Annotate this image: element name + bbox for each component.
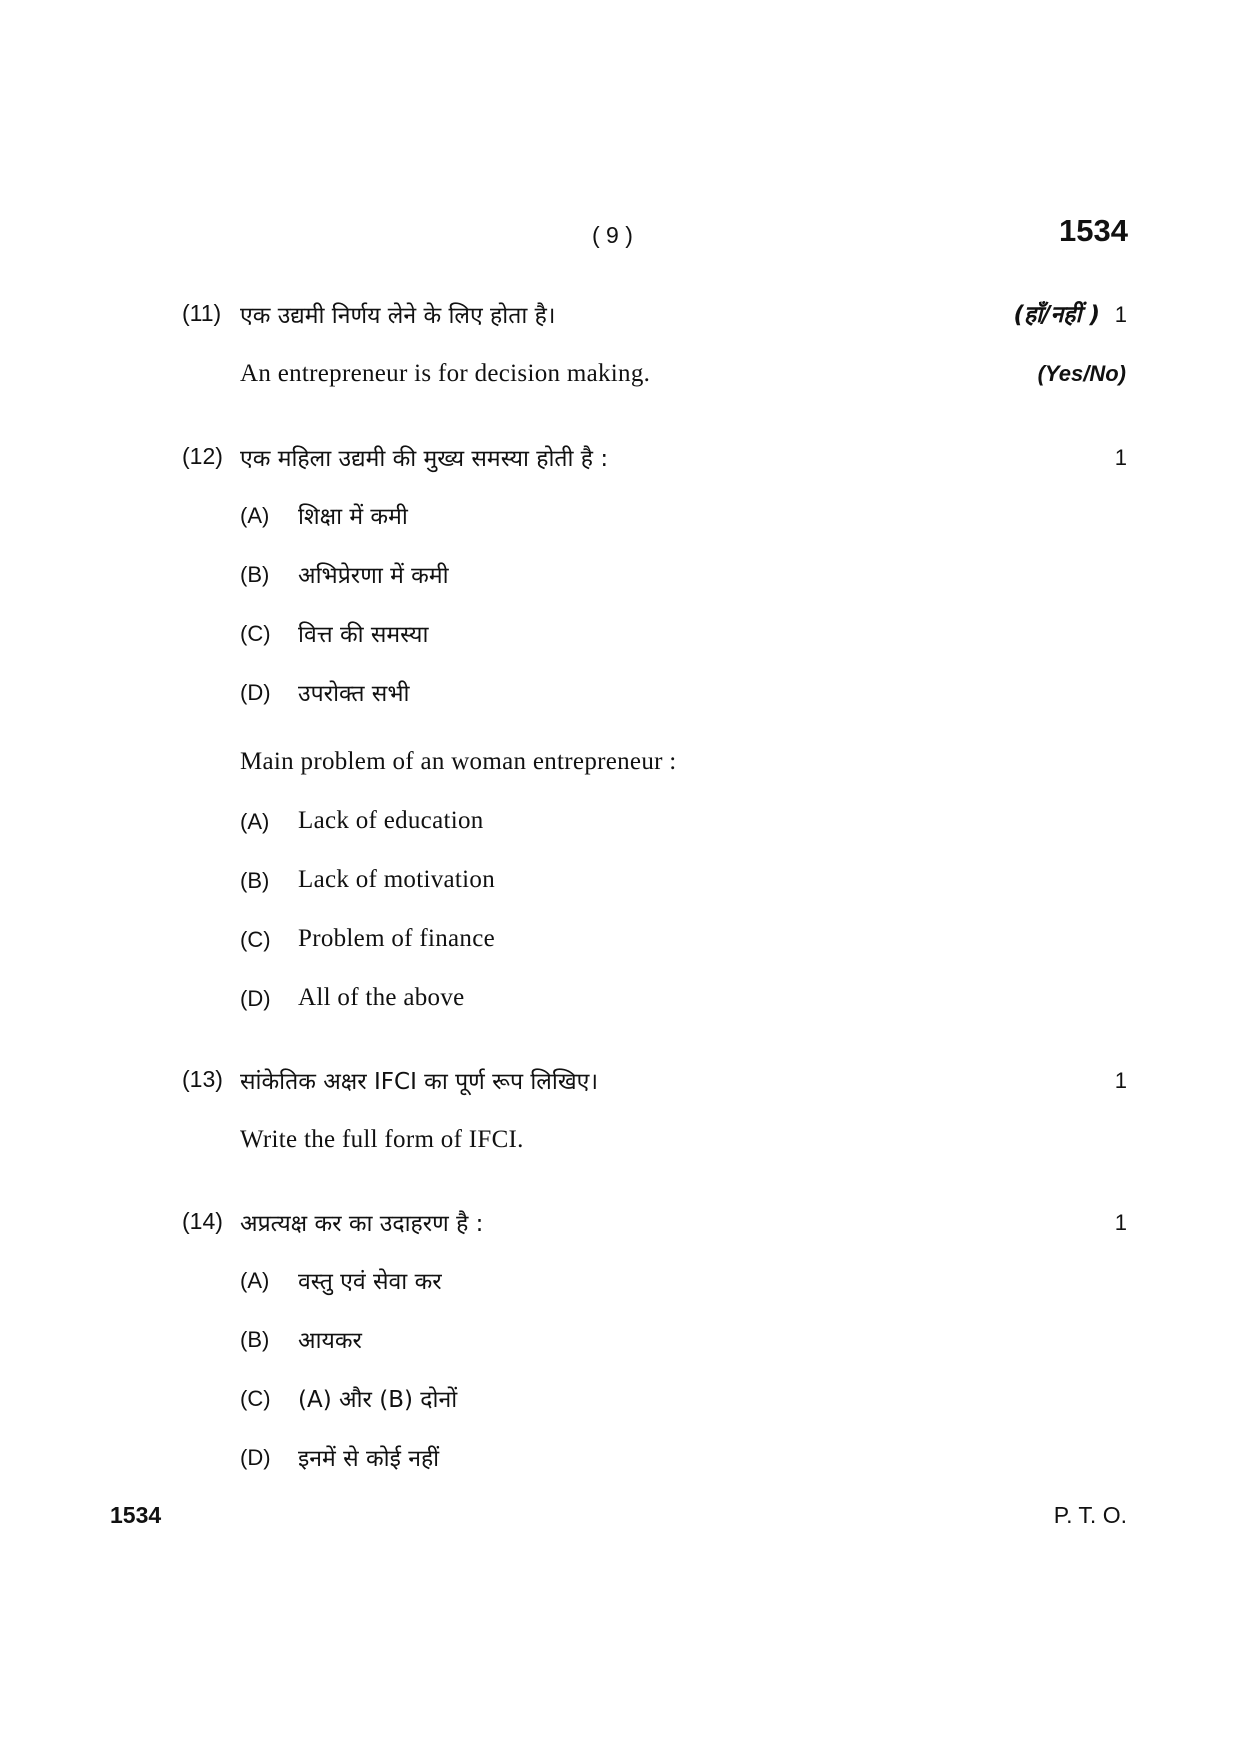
option-text: Lack of motivation (298, 866, 496, 893)
page-number: ( 9 ) (592, 222, 633, 248)
option-label: (C) (240, 927, 271, 952)
marks: 1 (1114, 1210, 1127, 1235)
option-text: अभिप्रेरणा में कमी (298, 563, 449, 589)
option-text: All of the above (298, 984, 465, 1011)
question-number: (13) (182, 1066, 223, 1092)
question-text-english: Write the full form of IFCI. (240, 1126, 524, 1153)
question-text-hindi: अप्रत्यक्ष कर का उदाहरण है : (240, 1211, 484, 1237)
question-text-hindi: एक उद्यमी निर्णय लेने के लिए होता है। (240, 303, 556, 329)
question-text-hindi: सांकेतिक अक्षर IFCI का पूर्ण रूप लिखिए। (240, 1069, 599, 1095)
answer-hint-hindi: (हाँ/नहीं ) (1013, 302, 1100, 328)
marks: 1 (1114, 1068, 1127, 1093)
option-text: (A) और (B) दोनों (298, 1387, 458, 1413)
question-number: (14) (182, 1208, 223, 1234)
option-text: आयकर (298, 1328, 362, 1354)
pto-label: P. T. O. (1053, 1502, 1127, 1528)
option-label: (A) (240, 503, 270, 528)
option-text: वित्त की समस्या (298, 622, 429, 648)
option-label: (A) (240, 809, 270, 834)
option-label: (D) (240, 986, 271, 1011)
marks: 1 (1114, 445, 1127, 470)
question-text-english: An entrepreneur is for decision making. (240, 360, 651, 387)
option-label: (B) (240, 562, 270, 587)
option-label: (B) (240, 868, 270, 893)
option-label: (B) (240, 1327, 270, 1352)
option-label: (C) (240, 1386, 271, 1411)
option-text: इनमें से कोई नहीं (298, 1446, 440, 1472)
option-label: (C) (240, 621, 271, 646)
option-text: वस्तु एवं सेवा कर (298, 1269, 442, 1295)
option-text: Lack of education (298, 807, 484, 834)
option-label: (A) (240, 1268, 270, 1293)
question-number: (12) (182, 443, 223, 469)
question-text-hindi: एक महिला उद्यमी की मुख्य समस्या होती है : (240, 446, 609, 472)
option-text: शिक्षा में कमी (298, 504, 408, 530)
paper-code-header: 1534 (1059, 213, 1128, 248)
question-number: (11) (182, 300, 222, 326)
option-label: (D) (240, 1445, 271, 1470)
answer-hint-english: (Yes/No) (1037, 361, 1126, 386)
paper-code-footer: 1534 (110, 1502, 162, 1528)
option-text: उपरोक्त सभी (298, 681, 410, 707)
option-text: Problem of finance (298, 925, 496, 952)
marks: 1 (1114, 302, 1127, 327)
option-label: (D) (240, 680, 271, 705)
question-text-english: Main problem of an woman entrepreneur : (240, 748, 677, 775)
